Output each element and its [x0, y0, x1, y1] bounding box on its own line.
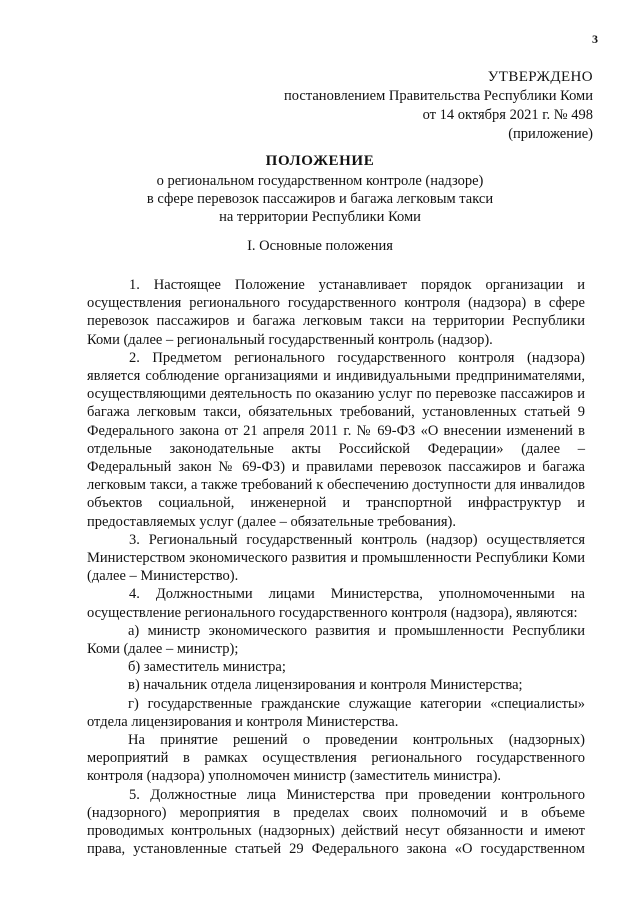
page-number: 3: [592, 32, 598, 46]
paragraph-2: 2. Предметом регионального государственного контроля (надзора) является соблюдение организациями и индивидуальными предпринимателями, осуществляющими деятельность по оказанию услуг по перевозке пассажиров и багажа легковым такси, обязательных требований, установленных статьей 9 Федерального закона от 21 апреля 2011 г. № 69-ФЗ «О внесении изменений в отдельные законодательные акты Российской Федерации» (далее – Федеральный закон № 69-ФЗ) и правилами перевозок пассажиров и багажа легковым такси, а также требований к обеспечению доступности для инвалидов объектов социальной, инженерной и транспортной инфраструктур и предоставляемых услуг (далее – обязательные требования).: [87, 349, 585, 530]
paragraph-5: 5. Должностные лица Министерства при проведении контрольного (надзорного) мероприятия в пределах своих полномочий и в объеме проводимых контрольных (надзорных) действий несут обязанности и имеют права, установленные статьей 29 Федерального закона «О государственном: [87, 786, 585, 858]
document-title: ПОЛОЖЕНИЕ: [265, 153, 375, 169]
document-subtitle-line-1: о региональном государственном контроле (надзоре): [156, 173, 484, 189]
section-heading: I. Основные положения: [247, 238, 393, 254]
approval-date-line: от 14 октября 2021 г. № 498: [422, 107, 593, 123]
paragraph-4: 4. Должностными лицами Министерства, уполномоченными на осуществление регионального государственного контроля (надзора), являются:: [87, 586, 585, 621]
approval-stamp: [284, 68, 593, 144]
document-subtitle-line-2: в сфере перевозок пассажиров и багажа легковым такси: [146, 191, 494, 207]
list-item-a: а) министр экономического развития и промышленности Республики Коми (далее – министр);: [87, 622, 585, 658]
approved-label: УТВЕРЖДЕНО: [487, 69, 593, 85]
paragraph-decision-authority: На принятие решений о проведении контрольных (надзорных) мероприятий в рамках осуществления регионального государственного контроля (надзора) уполномочен министр (заместитель министра).: [87, 732, 585, 785]
document-header: [0, 152, 640, 226]
document-body: [87, 276, 585, 859]
list-item-g: г) государственные гражданские служащие категории «специалисты» отдела лицензирования и контроля Министерства.: [87, 695, 585, 730]
list-item-v: в) начальник отдела лицензирования и контроля Министерства;: [128, 677, 523, 694]
paragraph-1: 1. Настоящее Положение устанавливает порядок организации и осуществления регионального государственного контроля (надзора) в сфере перевозок пассажиров и багажа легковым такси на территории Республики Коми (далее – региональный государственный контроль (надзор).: [87, 277, 585, 348]
approval-appendix-line: (приложение): [508, 126, 593, 142]
document-subtitle-line-3: на территории Республики Коми: [219, 209, 421, 225]
list-item-b: б) заместитель министра;: [128, 659, 286, 676]
paragraph-3: 3. Региональный государственный контроль (надзор) осуществляется Министерством экономического развития и промышленности Республики Коми (далее – Министерство).: [87, 531, 585, 585]
approval-resolution-line: постановлением Правительства Республики Коми: [284, 88, 593, 104]
